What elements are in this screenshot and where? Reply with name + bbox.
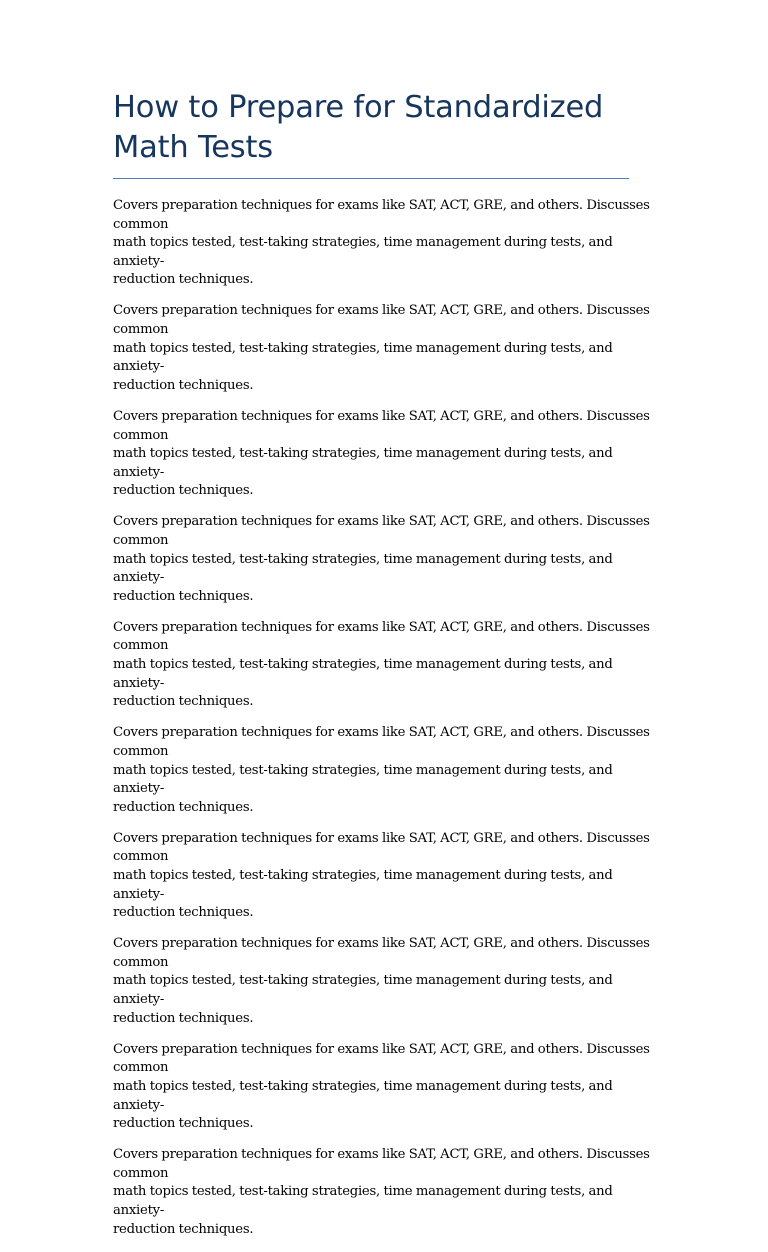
document-title: How to Prepare for Standardized Math Tests	[113, 90, 604, 165]
body-paragraph	[113, 935, 658, 1028]
body-paragraph	[113, 408, 658, 501]
body-paragraph	[113, 1146, 658, 1239]
body-paragraph	[113, 302, 658, 395]
paragraph-line: reduction techniques.	[113, 272, 254, 288]
paragraph-line: Covers preparation techniques for exams like SAT, ACT, GRE, and others. Discusses common	[113, 1041, 650, 1076]
paragraph-line: math topics tested, test-taking strategies, time management during tests, and anxiety-	[113, 868, 613, 902]
body-paragraph	[113, 1041, 658, 1134]
body-paragraph	[113, 830, 658, 923]
paragraph-line: reduction techniques.	[113, 588, 254, 604]
paragraph-line: math topics tested, test-taking strategies, time management during tests, and anxiety-	[113, 973, 613, 1008]
title-underline	[113, 178, 629, 179]
paragraph-line: math topics tested, test-taking strategies, time management during tests, and anxiety-	[113, 551, 613, 586]
body-paragraph	[113, 513, 658, 606]
paragraph-line: reduction techniques.	[113, 799, 254, 815]
paragraph-line: reduction techniques.	[113, 1116, 254, 1132]
paragraph-line: Covers preparation techniques for exams like SAT, ACT, GRE, and others. Discusses common	[113, 514, 650, 548]
paragraph-line: reduction techniques.	[113, 377, 254, 393]
body-paragraphs	[113, 197, 658, 1239]
paragraph-line: Covers preparation techniques for exams like SAT, ACT, GRE, and others. Discusses common	[113, 936, 650, 970]
paragraph-line: math topics tested, test-taking strategies, time management during tests, and anxiety-	[113, 657, 613, 691]
paragraph-line: Covers preparation techniques for exams like SAT, ACT, GRE, and others. Discusses common	[113, 303, 650, 338]
paragraph-line: Covers preparation techniques for exams like SAT, ACT, GRE, and others. Discusses common	[113, 1147, 650, 1181]
paragraph-line: math topics tested, test-taking strategies, time management during tests, and anxiety-	[113, 235, 613, 269]
paragraph-line: reduction techniques.	[113, 483, 254, 499]
body-paragraph	[113, 619, 658, 712]
paragraph-line: math topics tested, test-taking strategies, time management during tests, and anxiety-	[113, 762, 613, 797]
paragraph-line: reduction techniques.	[113, 694, 254, 710]
paragraph-line: Covers preparation techniques for exams like SAT, ACT, GRE, and others. Discusses common	[113, 198, 650, 232]
paragraph-line: math topics tested, test-taking strategies, time management during tests, and anxiety-	[113, 1078, 613, 1113]
paragraph-line: math topics tested, test-taking strategies, time management during tests, and anxiety-	[113, 1184, 613, 1218]
body-paragraph	[113, 197, 658, 290]
paragraph-line: reduction techniques.	[113, 905, 254, 921]
paragraph-line: math topics tested, test-taking strategies, time management during tests, and anxiety-	[113, 446, 613, 480]
paragraph-line: Covers preparation techniques for exams like SAT, ACT, GRE, and others. Discusses common	[113, 408, 650, 443]
body-paragraph	[113, 724, 658, 817]
paragraph-line: math topics tested, test-taking strategies, time management during tests, and anxiety-	[113, 340, 613, 375]
document-page	[113, 88, 658, 1252]
paragraph-line: Covers preparation techniques for exams like SAT, ACT, GRE, and others. Discusses common	[113, 830, 650, 865]
paragraph-line: Covers preparation techniques for exams like SAT, ACT, GRE, and others. Discusses common	[113, 619, 650, 654]
paragraph-line: reduction techniques.	[113, 1221, 254, 1237]
paragraph-line: reduction techniques.	[113, 1010, 254, 1026]
paragraph-line: Covers preparation techniques for exams like SAT, ACT, GRE, and others. Discusses common	[113, 725, 650, 759]
